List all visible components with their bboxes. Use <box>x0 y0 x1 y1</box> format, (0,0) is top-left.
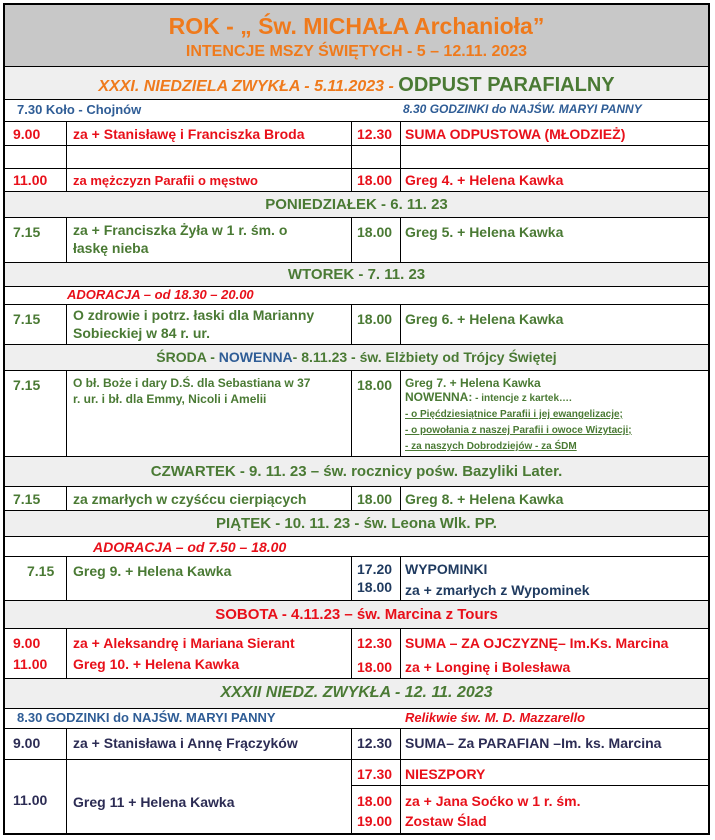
table-row-time: 12.30 <box>357 635 393 651</box>
sunday1-heading-row <box>5 67 708 100</box>
page-subtitle: INTENCJE MSZY ŚWIĘTYCH - 5 – 12.11. 2023 <box>185 43 528 60</box>
header-block <box>5 5 708 67</box>
table-row-intention: O zdrowie i potrz. łaski dla Marianny <box>73 307 315 323</box>
table-row-intention: Greg 6. + Helena Kawka <box>405 311 564 327</box>
sunday2-masses <box>5 729 708 833</box>
table-row-intention: za mężczyzn Parafii o męstwo <box>73 173 258 188</box>
wednesday-novena-label-rest: - intencje z kartek…. <box>472 393 572 404</box>
table-row-time: 7.15 <box>13 311 41 327</box>
table-row-intention: za + Aleksandrę i Mariana Sierant <box>73 635 295 651</box>
table-row-intention: za + Franciszka Żyła w 1 r. śm. o <box>73 222 288 238</box>
sunday1-masses <box>5 122 708 192</box>
table-row-intention: SUMA – ZA OJCZYZNĘ– Im.Ks. Marcina <box>405 635 669 651</box>
table-row-intention: za + Stanisławę i Franciszka Broda <box>73 126 305 142</box>
table-row-time: 18.00 <box>357 659 393 675</box>
thursday-heading-row <box>5 457 708 487</box>
table-row-time: 19.00 <box>357 813 393 829</box>
table-row-intention: za + Stanisława i Annę Frączyków <box>73 735 298 751</box>
table-row-intention: za + Longinę i Bolesława <box>405 659 571 675</box>
table-row-intention: SUMA ODPUSTOWA (MŁODZIEŻ) <box>405 126 626 142</box>
table-row-time: 7.15 <box>27 563 55 579</box>
table-row-time: 18.00 <box>357 311 393 327</box>
sunday2-heading: XXXII NIEDZ. ZWYKŁA - 12. 11. 2023 <box>220 684 493 701</box>
table-row-time: 9.00 <box>13 735 41 751</box>
thursday-heading: CZWARTEK - 9. 11. 23 – św. rocznicy pośw. Bazyliki Later. <box>150 463 563 480</box>
table-row-intention: SUMA– Za PARAFIAN –Im. ks. Marcina <box>405 735 662 751</box>
tuesday-adoration-row <box>5 287 708 305</box>
table-row-intention: Sobieckiej w 84 r. ur. <box>73 325 210 341</box>
saturday-heading: SOBOTA - 4.11.23 – św. Marcina z Tours <box>215 606 498 623</box>
sunday2-right-note: Relikwie św. M. D. Mazzarello <box>405 710 586 725</box>
table-row-time: 9.00 <box>13 126 41 142</box>
table-row-time: 18.00 <box>357 172 393 188</box>
table-row-time: 17.20 <box>357 561 393 577</box>
table-row-intention: łaskę nieba <box>73 240 149 256</box>
table-row-time: 9.00 <box>13 635 41 651</box>
friday-masses <box>5 557 708 601</box>
table-row-intention: O bł. Boże i dary D.Ś. dla Sebastiana w 37 <box>73 376 311 390</box>
friday-adoration: ADORACJA – od 7.50 – 18.00 <box>93 539 287 555</box>
tuesday-heading-row <box>5 263 708 287</box>
table-row-time: 18.00 <box>357 491 393 507</box>
table-row-time: 12.30 <box>357 735 393 751</box>
sunday2-notes-row <box>5 709 708 729</box>
tuesday-heading: WTOREK - 7. 11. 23 <box>287 266 426 283</box>
table-row-intention: za + zmarłych z Wypominek <box>405 582 590 598</box>
sunday2-left-note: 8.30 GODZINKI do NAJŚW. MARYI PANNY <box>17 710 276 725</box>
wednesday-novena-label: NOWENNA: <box>405 390 473 404</box>
table-row-intention: Greg 10. + Helena Kawka <box>73 656 240 672</box>
table-row-time: 18.00 <box>357 377 393 393</box>
sunday1-heading <box>5 74 708 97</box>
sunday1-notes-row <box>5 100 708 122</box>
sunday2-heading-row <box>5 679 708 709</box>
table-row-intention: Greg 7. + Helena Kawka <box>405 376 541 390</box>
sunday1-right-note: 8.30 GODZINKI do NAJŚW. MARYI PANNY <box>403 102 642 116</box>
table-row-intention: r. ur. i bł. dla Emmy, Nicoli i Amelii <box>73 392 267 406</box>
table-row-intention: Greg 4. + Helena Kawka <box>405 172 564 188</box>
wednesday-heading-row <box>5 345 708 371</box>
friday-heading-row <box>5 511 708 537</box>
table-row-time: 18.00 <box>357 579 393 595</box>
mass-intentions-sheet <box>3 3 710 835</box>
wednesday-masses <box>5 371 708 457</box>
wednesday-heading-rest: - 8.11.23 - św. Elżbiety od Trójcy Świętej <box>292 349 557 365</box>
sunday1-heading-feast: ODPUST PARAFIALNY <box>398 74 615 96</box>
saturday-masses <box>5 629 708 679</box>
friday-adoration-row <box>5 537 708 557</box>
sunday1-left-note: 7.30 Koło - Chojnów <box>17 102 142 117</box>
table-row-time: 17.30 <box>357 766 393 782</box>
page-title: ROK - „ Św. MICHAŁA Archanioła” <box>168 13 545 39</box>
table-row-intention: za + Jana Soćko w 1 r. śm. <box>405 793 581 809</box>
table-row-time: 7.15 <box>13 224 41 240</box>
table-row-intention: Greg 5. + Helena Kawka <box>405 224 564 240</box>
table-row-time: 18.00 <box>357 793 393 809</box>
table-row-intention: WYPOMINKI <box>405 561 488 577</box>
table-row-intention: Greg 9. + Helena Kawka <box>73 563 232 579</box>
sunday1-heading-text: XXXI. NIEDZIELA ZWYKŁA - 5.11.2023 - <box>98 78 394 95</box>
tuesday-masses <box>5 305 708 345</box>
table-row-time: 18.00 <box>357 224 393 240</box>
table-row-intention: NIESZPORY <box>405 766 486 782</box>
table-row-intention: Zostaw Ślad <box>405 813 487 829</box>
list-item: - o powołania z naszej Parafii i owoce Wizytacji; <box>405 425 632 436</box>
monday-heading: PONIEDZIAŁEK - 6. 11. 23 <box>265 196 448 213</box>
table-row-time: 11.00 <box>13 656 48 672</box>
table-row-time: 11.00 <box>13 792 48 808</box>
thursday-masses <box>5 487 708 511</box>
friday-heading: PIĄTEK - 10. 11. 23 - św. Leona Wlk. PP. <box>216 515 497 532</box>
saturday-heading-row <box>5 601 708 629</box>
monday-heading-row <box>5 192 708 218</box>
table-row-time: 11.00 <box>13 172 48 188</box>
list-item: - o Pięćdziesiątnice Parafii i jej ewangelizacje; <box>405 409 623 420</box>
wednesday-heading-day: ŚRODA - <box>156 349 215 365</box>
tuesday-adoration: ADORACJA – od 18.30 – 20.00 <box>67 287 254 302</box>
table-row-intention: Greg 11 + Helena Kawka <box>73 794 235 810</box>
table-row-time: 7.15 <box>13 491 41 507</box>
monday-masses <box>5 218 708 263</box>
table-row-time: 12.30 <box>357 126 393 142</box>
wednesday-novena-title <box>405 391 572 405</box>
wednesday-heading <box>5 349 708 365</box>
table-row-intention: Greg 8. + Helena Kawka <box>405 491 564 507</box>
list-item: - za naszych Dobrodziejów - za ŚDM <box>405 441 577 452</box>
table-row-time: 7.15 <box>13 377 41 393</box>
wednesday-heading-novena: NOWENNA <box>218 349 293 365</box>
table-row-intention: za zmarłych w czyśćcu cierpiących <box>73 491 307 507</box>
